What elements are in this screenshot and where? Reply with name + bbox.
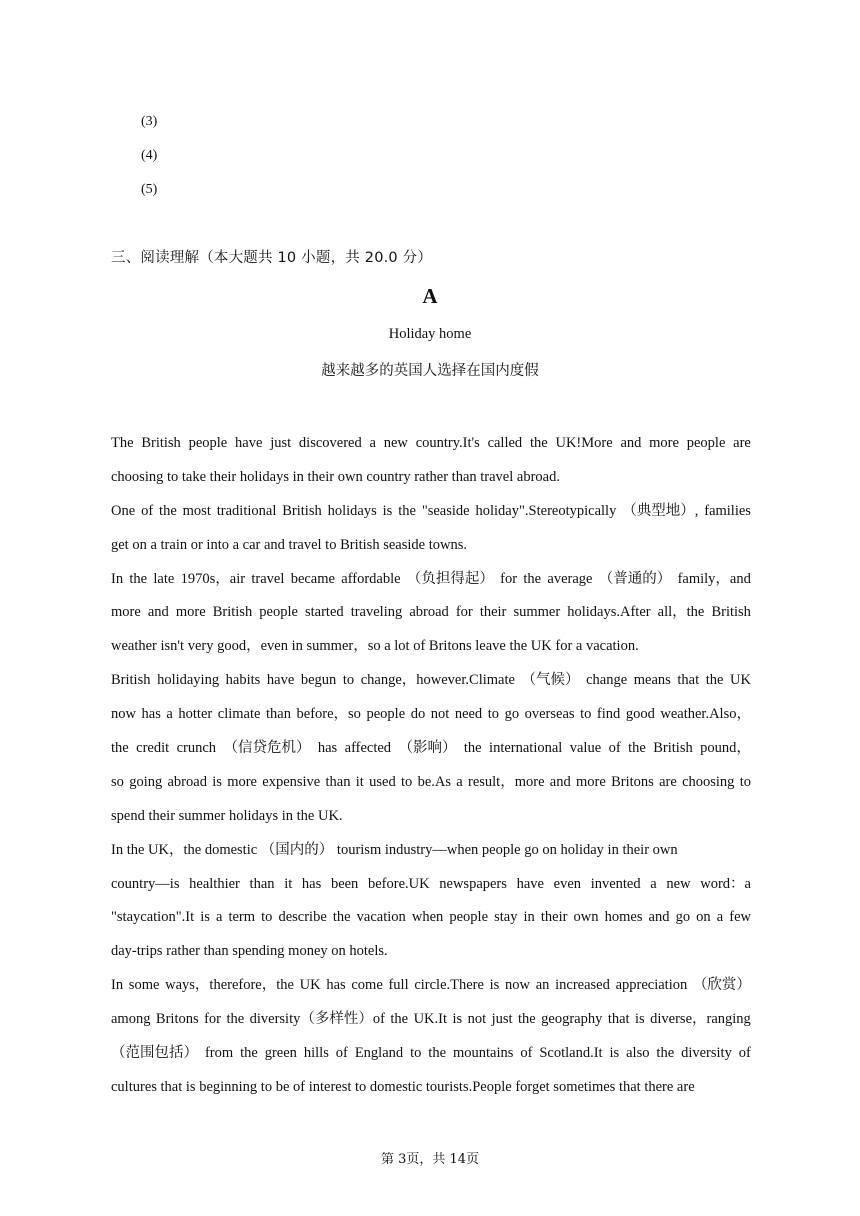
answer-item-5: (5) <box>141 182 158 197</box>
answer-item-3: (3) <box>141 114 158 129</box>
passage-line: One of the most traditional British holidays is the "seaside holiday".Stereotypically （典型地）, families <box>111 502 751 519</box>
passage-line: British holidaying habits have begun to change，however.Climate （气候） change means that the UK <box>111 672 751 689</box>
page-number-footer: 第 3页，共 14页 <box>380 1152 480 1167</box>
passage-line: among Britons for the diversity（多样性）of the UK.It is not just the geography that is diverse，ranging <box>111 1011 751 1028</box>
passage-line: In the UK，the domestic （国内的） tourism industry—when people go on holiday in their own <box>111 841 678 858</box>
passage-line: choosing to take their holidays in their own country rather than travel abroad. <box>111 468 560 485</box>
passage-line: now has a hotter climate than before，so people do not need to go overseas to find good weather.Also， <box>111 706 751 723</box>
passage-line: get on a train or into a car and travel to British seaside towns. <box>111 536 467 553</box>
passage-body <box>111 427 751 1105</box>
passage-line: In the late 1970s，air travel became affordable （负担得起） for the average （普通的） family，and <box>111 570 751 587</box>
section-heading: 三、阅读理解（本大题共 10 小题，共 20.0 分） <box>111 250 433 266</box>
answer-item-4: (4) <box>141 148 158 163</box>
passage-line: day-trips rather than spending money on hotels. <box>111 943 388 960</box>
passage-line: cultures that is beginning to be of interest to domestic tourists.People forget sometimes that there are <box>111 1078 695 1095</box>
passage-line: so going abroad is more expensive than it used to be.As a result，more and more Britons are choosing to <box>111 773 751 790</box>
passage-line: The British people have just discovered a new country.It's called the UK!More and more people are <box>111 435 751 451</box>
passage-line: more and more British people started traveling abroad for their summer holidays.After all，the British <box>111 604 751 621</box>
passage-line: （范围包括） from the green hills of England to the mountains of Scotland.It is also the diversity of <box>111 1045 751 1062</box>
passage-line: weather isn't very good，even in summer，so a lot of Britons leave the UK for a vacation. <box>111 638 639 655</box>
passage-title: Holiday home <box>388 326 472 342</box>
passage-line: country—is healthier than it has been before.UK newspapers have even invented a new word：a <box>111 875 751 892</box>
passage-subtitle: 越来越多的英国人选择在国内度假 <box>321 363 539 379</box>
passage-line: spend their summer holidays in the UK. <box>111 807 343 824</box>
passage-line: "staycation".It is a term to describe the vacation when people stay in their own homes and go on a few <box>111 909 751 926</box>
answer-list <box>141 112 157 214</box>
passage-line: the credit crunch （信贷危机） has affected （影响） the international value of the British pound， <box>111 740 751 757</box>
passage-letter: A <box>422 284 438 308</box>
passage-line: In some ways，therefore，the UK has come full circle.There is now an increased appreciation （欣赏） <box>111 977 751 994</box>
